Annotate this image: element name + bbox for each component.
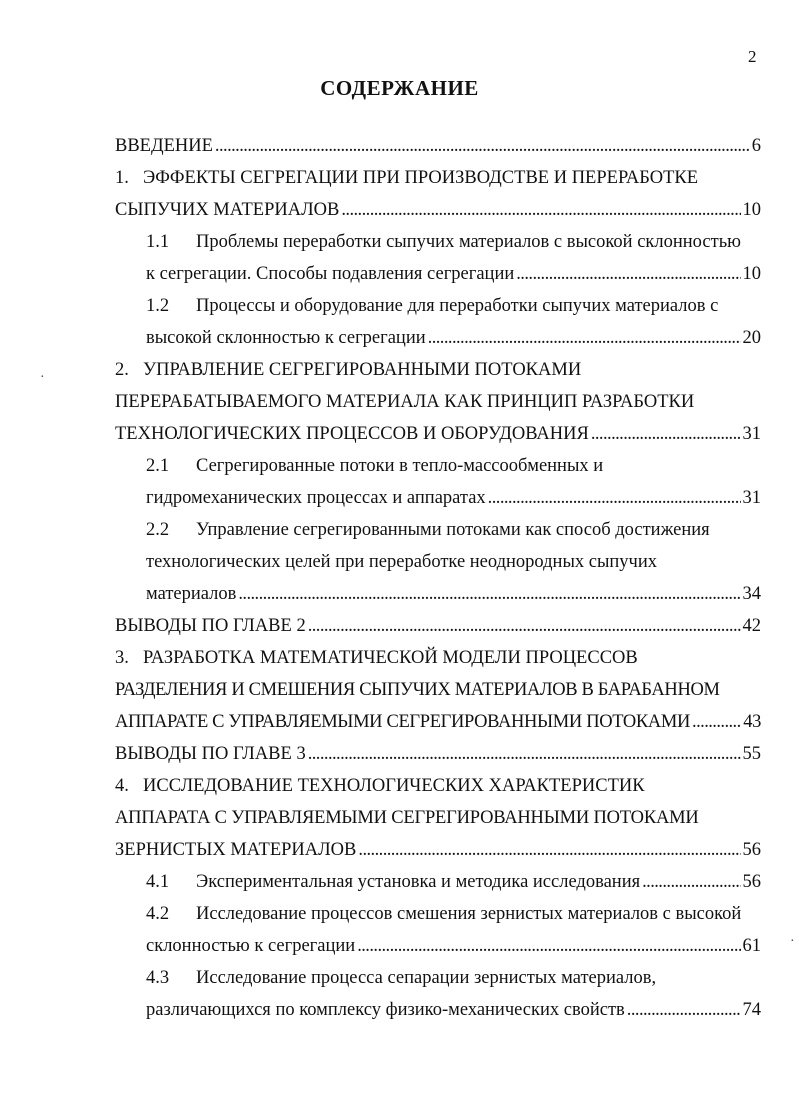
section-title-cont: различающихся по комплексу физико-механических свойств — [146, 1000, 625, 1020]
toc-page-number: 31 — [742, 424, 761, 444]
toc-entry-chapter-1[interactable] — [115, 163, 698, 194]
toc-page-number: 56 — [742, 872, 761, 892]
toc-page-number: 55 — [742, 744, 761, 764]
section-title: Сегрегированные потоки в тепло-массообменных и — [196, 456, 604, 476]
toc-page-number: 61 — [742, 936, 761, 956]
section-title-cont: ЗЕРНИСТЫХ МАТЕРИАЛОВ — [115, 840, 357, 860]
section-number: 1. — [115, 168, 129, 188]
section-number: 4.1 — [146, 872, 170, 892]
toc-entry-label: ВВЕДЕНИЕ — [115, 136, 213, 156]
section-title: Управление сегрегированными потоками как способ достижения — [196, 520, 710, 540]
dot-leader — [238, 579, 740, 610]
section-title-cont: технологических целей при переработке неоднородных сыпучих — [146, 552, 658, 572]
toc-entry-chapter-4-cont — [115, 803, 699, 834]
toc-entry-section-2-1[interactable] — [146, 451, 603, 482]
toc-page-number: 56 — [742, 840, 761, 860]
dot-leader — [692, 707, 741, 738]
section-title-cont: ТЕХНОЛОГИЧЕСКИХ ПРОЦЕССОВ И ОБОРУДОВАНИЯ — [115, 424, 589, 444]
scan-speck: · — [790, 934, 795, 949]
section-number: 4. — [115, 776, 129, 796]
section-number: 2.2 — [146, 520, 170, 540]
dot-leader — [308, 739, 741, 770]
toc-entry-chapter-2-cont — [115, 419, 761, 450]
section-title: Процессы и оборудование для переработки сыпучих материалов с — [196, 296, 719, 316]
dot-leader — [341, 195, 740, 226]
dot-leader — [488, 483, 741, 514]
dot-leader — [428, 323, 741, 354]
dot-leader — [357, 931, 740, 962]
toc-entry-section-4-2[interactable] — [146, 899, 741, 930]
toc-entry-chapter-2-cont — [115, 387, 694, 418]
section-number: 4.2 — [146, 904, 170, 924]
page-number: 2 — [748, 47, 757, 66]
toc-entry-conclusions-3[interactable] — [115, 739, 761, 770]
toc-entry-conclusions-2[interactable] — [115, 611, 761, 642]
section-title: Исследование процесса сепарации зернистых материалов, — [196, 968, 657, 988]
section-title-cont: АППАРАТА С УПРАВЛЯЕМЫМИ СЕГРЕГИРОВАННЫМИ ПОТОКАМИ — [115, 808, 699, 828]
toc-entry-section-2-2-cont — [146, 579, 761, 610]
section-title-cont: к сегрегации. Способы подавления сегрегации — [146, 264, 515, 284]
toc-page-number: 74 — [742, 1000, 761, 1020]
section-title: РАЗРАБОТКА МАТЕМАТИЧЕСКОЙ МОДЕЛИ ПРОЦЕССОВ — [143, 648, 638, 668]
toc-page-number: 20 — [742, 328, 761, 348]
toc-page-number: 43 — [743, 712, 761, 732]
section-title-cont: ПЕРЕРАБАТЫВАЕМОГО МАТЕРИАЛА КАК ПРИНЦИП РАЗРАБОТКИ — [115, 392, 695, 412]
toc-entry-chapter-4[interactable] — [115, 771, 645, 802]
section-title: Экспериментальная установка и методика исследования — [196, 872, 641, 892]
section-title: ЭФФЕКТЫ СЕГРЕГАЦИИ ПРИ ПРОИЗВОДСТВЕ И ПЕРЕРАБОТКЕ — [143, 168, 699, 188]
toc-entry-section-2-2-cont — [146, 547, 657, 578]
section-title: УПРАВЛЕНИЕ СЕГРЕГИРОВАННЫМИ ПОТОКАМИ — [143, 360, 582, 380]
toc-entry-section-4-2-cont — [146, 931, 761, 962]
section-title-cont: материалов — [146, 584, 237, 604]
dot-leader — [215, 131, 750, 162]
toc-entry-chapter-3-cont — [115, 675, 720, 706]
section-title-cont: АППАРАТЕ С УПРАВЛЯЕМЫМИ СЕГРЕГИРОВАННЫМИ ПОТОКАМИ — [115, 712, 691, 732]
toc-entry-section-4-3-cont — [146, 995, 761, 1026]
scan-speck: · — [40, 370, 45, 385]
section-number: 2. — [115, 360, 129, 380]
toc-entry-section-1-2-cont — [146, 323, 761, 354]
dot-leader — [308, 611, 741, 642]
section-title: Проблемы переработки сыпучих материалов с высокой склонностью — [196, 232, 741, 252]
toc-entry-section-2-1-cont — [146, 483, 761, 514]
toc-page-number: 31 — [742, 488, 761, 508]
toc-entry-chapter-3-cont — [115, 707, 761, 738]
dot-leader — [591, 419, 741, 450]
section-number: 1.2 — [146, 296, 170, 316]
section-title-cont: высокой склонностью к сегрегации — [146, 328, 426, 348]
toc-entry-section-4-3[interactable] — [146, 963, 656, 994]
dot-leader — [642, 867, 740, 898]
section-title-cont: склонностью к сегрегации — [146, 936, 356, 956]
toc-entry-chapter-2[interactable] — [115, 355, 581, 386]
toc-entry-section-4-1[interactable] — [146, 867, 761, 898]
section-number: 1.1 — [146, 232, 170, 252]
section-title: Исследование процессов смешения зернистых материалов с высокой — [196, 904, 742, 924]
dot-leader — [627, 995, 741, 1026]
toc-page-number: 34 — [742, 584, 761, 604]
dot-leader — [516, 259, 740, 290]
toc-entry-label: ВЫВОДЫ ПО ГЛАВЕ 3 — [115, 744, 306, 764]
toc-entry-section-1-1-cont — [146, 259, 761, 290]
section-title: ИССЛЕДОВАНИЕ ТЕХНОЛОГИЧЕСКИХ ХАРАКТЕРИСТИК — [143, 776, 645, 796]
page-title: СОДЕРЖАНИЕ — [320, 76, 479, 100]
section-number: 2.1 — [146, 456, 170, 476]
section-number: 4.3 — [146, 968, 170, 988]
section-title-cont: РАЗДЕЛЕНИЯ И СМЕШЕНИЯ СЫПУЧИХ МАТЕРИАЛОВ В БАРАБАННОМ — [115, 680, 720, 700]
toc-entry-section-1-1[interactable] — [146, 227, 741, 258]
toc-entry-chapter-4-cont — [115, 835, 761, 866]
toc-entry-section-1-2[interactable] — [146, 291, 718, 322]
toc-entry-introduction[interactable] — [115, 131, 761, 162]
section-title-cont: СЫПУЧИХ МАТЕРИАЛОВ — [115, 200, 340, 220]
toc-page-number: 10 — [742, 264, 761, 284]
toc-page-number: 10 — [742, 200, 761, 220]
toc-entry-chapter-1-cont — [115, 195, 761, 226]
dot-leader — [358, 835, 740, 866]
toc-entry-label: ВЫВОДЫ ПО ГЛАВЕ 2 — [115, 616, 306, 636]
toc-entry-section-2-2[interactable] — [146, 515, 710, 546]
toc-entry-chapter-3[interactable] — [115, 643, 638, 674]
section-title-cont: гидромеханических процессах и аппаратах — [146, 488, 486, 508]
section-number: 3. — [115, 648, 129, 668]
toc-page-number: 6 — [751, 136, 761, 156]
toc-page-number: 42 — [742, 616, 761, 636]
